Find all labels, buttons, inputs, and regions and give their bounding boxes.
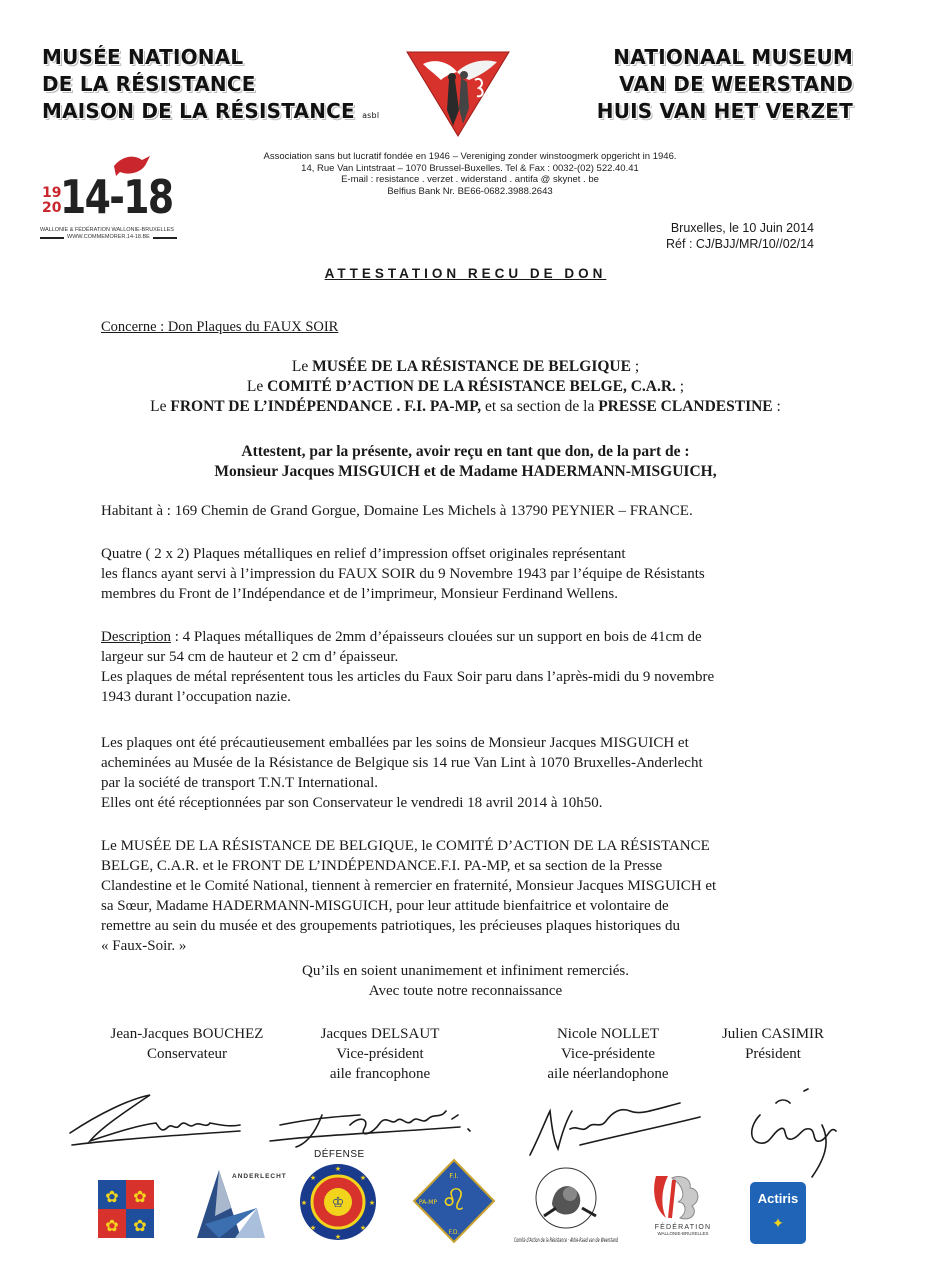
header-left-line-1: MUSÉE NATIONAL [42, 45, 244, 69]
remerciements-paragraph [101, 836, 871, 956]
habitant-line: Habitant à : 169 Chemin de Grand Gorgue, Domaine Les Michels à 13790 PEYNIER – FRANCE. [101, 503, 693, 519]
car-comite-logo [512, 1150, 620, 1246]
plaques-line-4: Elles ont été réceptionnées par son Conservateur le vendredi 18 avril 2014 à 10h50. [101, 795, 603, 811]
fi-letters-bottom: F.D. [448, 1229, 460, 1236]
org-1-pre: Le [291, 358, 313, 375]
remerciements-line-3: Clandestine et le Comité National, tiennent à remercier en fraternité, Monsieur Jacques MISGUICH et [101, 878, 717, 894]
fi-letters-top: F.I. [449, 1172, 459, 1180]
anderlecht-label: ANDERLECHT [232, 1173, 287, 1180]
header-left [42, 44, 379, 129]
svg-text:♌: ♌ [440, 1183, 468, 1218]
remerciements-line-5: remettre au sein du musée et des groupements patriotiques, les précieuses plaques historiques du [101, 918, 681, 934]
association-line-4: Belfius Bank Nr. BE66-0682.3988.2643 [387, 185, 553, 197]
signatory-wing: aile francophone [329, 1066, 431, 1082]
header-right-line-3: HUIS VAN HET VERZET [596, 99, 853, 123]
defense-logo [298, 1162, 378, 1242]
org-3-section: PRESSE CLANDESTINE [598, 398, 773, 415]
description-line-1-text: : 4 Plaques métalliques de 2mm d’épaisseurs clouées sur un support en bois de 41cm de [170, 629, 702, 645]
org-3-post: : [772, 398, 781, 415]
association-info [210, 151, 730, 197]
signatory-bouchez [92, 1024, 282, 1064]
brussels-flag-logo [96, 1178, 156, 1240]
signatory-role: Vice-présidente [560, 1046, 656, 1062]
description-line-2: largeur sur 54 cm de hauteur et 2 cm d’ épaisseur. [101, 649, 399, 665]
federation-text [648, 1224, 718, 1236]
quatre-paragraph [101, 544, 871, 604]
org-3-pre: Le [150, 398, 171, 415]
description-label: Description [101, 629, 171, 645]
svg-text:★: ★ [359, 1174, 367, 1182]
reference-line: Réf : CJ/BJJ/MR/10//02/14 [666, 237, 814, 251]
attestent-line-2: Monsieur Jacques MISGUICH et de Madame HADERMANN-MISGUICH, [214, 463, 717, 480]
remerciements-line-6: « Faux-Soir. » [101, 938, 187, 954]
fi-letters-left: PA-MP [418, 1199, 438, 1206]
description-line-4: 1943 durant l’occupation nazie. [101, 689, 291, 705]
header-right-line-2: VAN DE WEERSTAND [619, 72, 853, 96]
closing-line-1: Qu’ils en soient unanimement et infiniment remerciés. [302, 963, 629, 979]
logo-numbers: 14-18 [60, 170, 173, 224]
svg-text:★: ★ [359, 1224, 367, 1232]
signatory-name: Jacques DELSAUT [320, 1026, 440, 1042]
org-lines [0, 357, 931, 417]
logo-caption-1: WALLONIE & FÉDÉRATION WALLONIE-BRUXELLES [40, 227, 174, 233]
federation-line-2: WALLONIE-BRUXELLES [657, 1231, 709, 1236]
closing-block [0, 961, 931, 1001]
association-line-2: 14, Rue Van Lintstraat – 1070 Brussel-Buxelles. Tel & Fax : 0032-(02) 522.40.41 [301, 162, 639, 174]
signatory-casimir [708, 1024, 838, 1064]
plaques-paragraph [101, 733, 871, 813]
attestent-block [0, 442, 931, 482]
signatory-wing: aile néerlandophone [547, 1066, 669, 1082]
org-1-post: ; [630, 358, 640, 375]
signatory-role: Vice-président [336, 1046, 424, 1062]
association-line-1: Association sans but lucratif fondée en 1946 – Vereniging zonder winstoogmerk opgericht in 1946. [263, 151, 677, 162]
svg-text:★: ★ [309, 1224, 317, 1232]
actiris-logo [750, 1182, 806, 1244]
car-ring-text: Comité d’Action de la Résistance · Aktie-Raad van de Weerstand [514, 1236, 619, 1244]
date-line: Bruxelles, le 10 Juin 2014 [670, 221, 814, 235]
concerne-line: Concerne : Don Plaques du FAUX SOIR [101, 319, 339, 335]
header-left-line-3-text: MAISON DE LA RÉSISTANCE [42, 99, 355, 123]
org-2-post: ; [675, 378, 685, 395]
signatory-name: Nicole NOLLET [556, 1026, 660, 1042]
description-line-3: Les plaques de métal représentent tous les articles du Faux Soir paru dans l’après-midi du 9 novembre [101, 669, 715, 685]
org-2-name: COMITÉ D’ACTION DE LA RÉSISTANCE BELGE, C.A.R. [267, 378, 676, 395]
logo-14-18 [40, 152, 200, 247]
remerciements-line-4: sa Sœur, Madame HADERMANN-MISGUICH, pour leur attitude bienfaitrice et volontaire de [101, 898, 669, 914]
svg-text:✿: ✿ [105, 1216, 119, 1235]
plaques-line-2: acheminées au Musée de la Résistance de Belgique sis 14 rue Van Lint à 1070 Bruxelles-Anderlecht [101, 755, 703, 771]
resistance-triangle-logo [405, 50, 511, 138]
signatory-nollet [518, 1024, 698, 1084]
svg-text:♔: ♔ [331, 1195, 345, 1211]
years-top: 19 [42, 185, 62, 201]
org-3-name: FRONT DE L’INDÉPENDANCE . F.I. PA-MP, [170, 398, 482, 415]
org-line-2 [0, 377, 931, 397]
signatory-name: Jean-Jacques BOUCHEZ [110, 1026, 264, 1042]
org-3-mid: et sa section de la [481, 398, 599, 415]
org-1-name: MUSÉE DE LA RÉSISTANCE DE BELGIQUE [312, 358, 631, 375]
svg-text:✿: ✿ [133, 1187, 147, 1206]
federation-line-1: FÉDÉRATION [654, 1224, 712, 1231]
remerciements-line-2: BELGE, C.A.R. et le FRONT DE L’INDÉPENDANCE.F.I. PA-MP, et sa section de la Presse [101, 858, 663, 874]
quatre-line-3: membres du Front de l’Indépendance et de l’imprimeur, Monsieur Ferdinand Wellens. [101, 586, 618, 602]
description-line-1 [101, 627, 871, 647]
svg-text:★: ★ [309, 1174, 317, 1182]
header-left-line-2: DE LA RÉSISTANCE [42, 72, 256, 96]
plaques-line-3: par la société de transport T.N.T International. [101, 775, 378, 791]
remerciements-line-1: Le MUSÉE DE LA RÉSISTANCE DE BELGIQUE, le COMITÉ D’ACTION DE LA RÉSISTANCE [101, 838, 710, 854]
signatory-role: Conservateur [147, 1046, 227, 1062]
svg-text:✿: ✿ [105, 1187, 119, 1206]
logo-caption-2: WWW.COMMEMORER.14-18.BE [67, 234, 150, 240]
nollet-signature [530, 1103, 700, 1155]
svg-text:✿: ✿ [133, 1216, 147, 1235]
signatory-delsaut [300, 1024, 460, 1084]
attestent-line-1: Attestent, par la présente, avoir reçu en tant que don, de la part de : [241, 443, 690, 460]
header-left-line-3 [42, 98, 379, 129]
plaques-line-1: Les plaques ont été précautieusement emballées par les soins de Monsieur Jacques MISGUICH et [101, 735, 689, 751]
header-right [597, 44, 853, 125]
association-line-3: E-mail : resistance . verzet . widerstand . antifa @ skynet . be [341, 174, 599, 185]
quatre-line-1: Quatre ( 2 x 2) Plaques métalliques en relief d’impression offset originales représentant [101, 546, 626, 562]
document-title [0, 266, 931, 281]
date-block [666, 220, 814, 252]
org-line-1 [0, 357, 931, 377]
defense-label: DÉFENSE [314, 1149, 365, 1160]
casimir-signature [752, 1089, 836, 1143]
actiris-label: Actiris [757, 1191, 799, 1206]
org-2-pre: Le [246, 378, 268, 395]
svg-text:★: ★ [368, 1199, 376, 1207]
federation-wallonie-bruxelles-logo [650, 1172, 712, 1222]
asbl-label: asbl [362, 111, 380, 120]
svg-text:★: ★ [300, 1199, 308, 1207]
actiris-star-icon: ✦ [772, 1217, 784, 1232]
svg-text:★: ★ [334, 1233, 342, 1241]
years-bottom: 20 [42, 200, 62, 216]
signatory-name: Julien CASIMIR [721, 1026, 825, 1042]
bouchez-signature [70, 1095, 240, 1141]
document-title-text: ATTESTATION RECU DE DON [324, 266, 607, 281]
signatory-role: Président [745, 1046, 801, 1062]
org-line-3 [0, 397, 931, 417]
quatre-line-2: les flancs ayant servi à l’impression du FAUX SOIR du 9 Novembre 1943 par l’équipe de Résistants [101, 566, 705, 582]
description-paragraph [101, 627, 871, 707]
svg-text:★: ★ [334, 1165, 342, 1173]
header-right-line-1: NATIONAAL MUSEUM [613, 45, 853, 69]
closing-line-2: Avec toute notre reconnaissance [368, 983, 563, 999]
front-independance-logo [412, 1158, 496, 1244]
